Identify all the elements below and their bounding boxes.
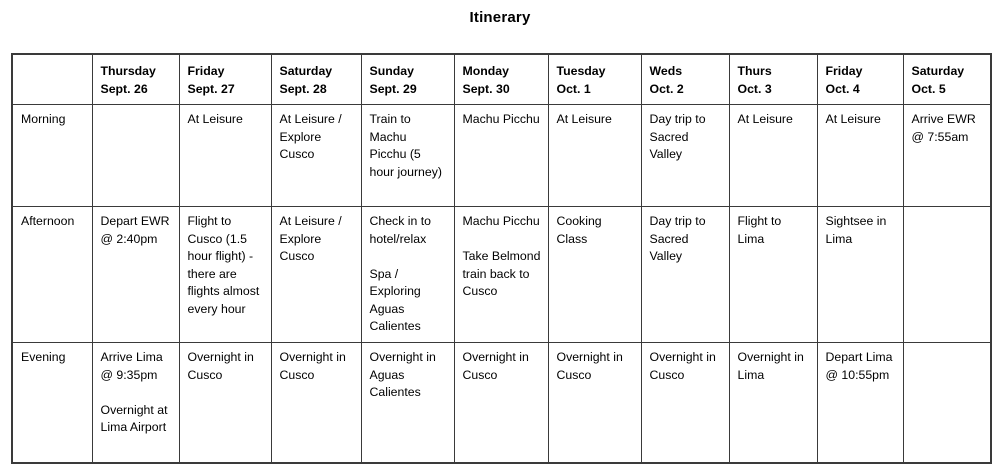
table-cell — [271, 343, 361, 464]
cell-content — [738, 213, 810, 248]
cell-content — [280, 349, 354, 384]
column-header-weekday: Tuesday — [556, 64, 606, 78]
cell-content — [101, 213, 172, 248]
itinerary-table — [11, 53, 992, 464]
cell-paragraph: Flight to Cusco (1.5 hour flight) - there are flights almost every hour — [187, 214, 260, 316]
column-header-date: Sept. 29 — [369, 81, 417, 96]
itinerary-table-container — [11, 53, 990, 464]
column-header-2 — [271, 54, 361, 105]
cell-content — [188, 213, 264, 318]
cell-content — [463, 349, 541, 384]
cell-content — [557, 111, 634, 129]
column-header-weekday: Monday — [462, 64, 509, 78]
row-header-morning: Morning — [12, 105, 92, 207]
table-cell — [92, 207, 179, 343]
table-header-row — [12, 54, 991, 105]
table-cell — [817, 105, 903, 207]
cell-content — [738, 111, 810, 129]
table-cell — [454, 343, 548, 464]
cell-paragraph: Spa / Exploring Aguas Calientes — [369, 266, 421, 333]
table-cell — [548, 105, 641, 207]
cell-paragraph: Arrive Lima @ 9:35pm — [100, 350, 163, 382]
column-header-weekday: Thurs — [737, 64, 772, 78]
column-header-weekday: Friday — [825, 64, 863, 78]
cell-content — [101, 349, 172, 437]
cell-paragraph: Check in to hotel/relax — [369, 214, 432, 246]
cell-paragraph: At Leisure / Explore Cusco — [279, 214, 342, 263]
cell-paragraph: Overnight in Lima — [737, 350, 804, 382]
table-cell — [361, 343, 454, 464]
cell-paragraph: At Leisure — [187, 112, 243, 126]
table-cell — [548, 343, 641, 464]
table-cell — [817, 207, 903, 343]
column-header-weekday: Friday — [187, 64, 225, 78]
table-row — [12, 105, 991, 207]
column-header-4 — [454, 54, 548, 105]
table-cell — [92, 343, 179, 464]
table-cell — [817, 343, 903, 464]
cell-content — [650, 349, 722, 384]
column-header-1 — [179, 54, 271, 105]
row-header-afternoon: Afternoon — [12, 207, 92, 343]
cell-content — [650, 213, 722, 266]
cell-paragraph: Depart EWR @ 2:40pm — [100, 214, 170, 246]
column-header-date: Oct. 2 — [649, 81, 684, 96]
table-cell — [548, 207, 641, 343]
cell-content — [370, 213, 447, 336]
table-cell — [903, 105, 991, 207]
cell-content — [370, 111, 447, 181]
table-cell — [454, 207, 548, 343]
cell-content — [280, 213, 354, 266]
cell-paragraph: At Leisure — [737, 112, 793, 126]
cell-paragraph: Overnight in Cusco — [187, 350, 254, 382]
table-cell — [179, 105, 271, 207]
cell-content — [557, 213, 634, 248]
cell-paragraph: Take Belmond train back to Cusco — [462, 249, 541, 298]
cell-paragraph: At Leisure / Explore Cusco — [279, 112, 342, 161]
table-cell — [179, 207, 271, 343]
column-header-weekday: Thursday — [100, 64, 156, 78]
column-header-date: Sept. 27 — [187, 81, 235, 96]
cell-paragraph: At Leisure — [556, 112, 612, 126]
cell-paragraph: Arrive EWR @ 7:55am — [911, 112, 976, 144]
cell-content — [826, 213, 896, 248]
table-cell — [361, 207, 454, 343]
column-header-weekday: Saturday — [911, 64, 965, 78]
cell-content — [738, 349, 810, 384]
table-corner-cell — [12, 54, 92, 105]
table-cell — [271, 207, 361, 343]
cell-content — [280, 111, 354, 164]
table-cell — [729, 343, 817, 464]
column-header-weekday: Weds — [649, 64, 683, 78]
table-row — [12, 343, 991, 464]
table-cell — [641, 343, 729, 464]
table-cell — [271, 105, 361, 207]
column-header-7 — [729, 54, 817, 105]
cell-paragraph: At Leisure — [825, 112, 881, 126]
cell-content — [557, 349, 634, 384]
column-header-6 — [641, 54, 729, 105]
table-cell — [729, 105, 817, 207]
table-cell — [903, 207, 991, 343]
page-title: Itinerary — [469, 9, 531, 26]
cell-paragraph: Day trip to Sacred Valley — [649, 214, 706, 263]
cell-content — [463, 213, 541, 301]
cell-paragraph: Sightsee in Lima — [825, 214, 887, 246]
table-cell — [729, 207, 817, 343]
table-body — [12, 105, 991, 464]
cell-content — [463, 111, 541, 129]
column-header-3 — [361, 54, 454, 105]
cell-paragraph: Overnight in Cusco — [279, 350, 346, 382]
cell-content — [188, 349, 264, 384]
table-cell — [454, 105, 548, 207]
cell-paragraph: Overnight in Cusco — [649, 350, 716, 382]
cell-paragraph: Overnight in Cusco — [462, 350, 529, 382]
table-cell — [92, 105, 179, 207]
cell-content — [370, 349, 447, 402]
cell-content — [826, 349, 896, 384]
cell-content — [912, 111, 984, 146]
table-cell — [903, 343, 991, 464]
row-header-evening: Evening — [12, 343, 92, 464]
column-header-date: Sept. 28 — [279, 81, 327, 96]
cell-paragraph: Overnight in Cusco — [556, 350, 623, 382]
cell-paragraph: Flight to Lima — [737, 214, 782, 246]
cell-paragraph: Cooking Class — [556, 214, 602, 246]
column-header-0 — [92, 54, 179, 105]
table-cell — [179, 343, 271, 464]
table-cell — [641, 105, 729, 207]
cell-content — [826, 111, 896, 129]
table-header — [12, 54, 991, 105]
column-header-date: Oct. 1 — [556, 81, 591, 96]
column-header-date: Sept. 26 — [100, 81, 148, 96]
column-header-date: Sept. 30 — [462, 81, 510, 96]
cell-paragraph: Machu Picchu — [462, 214, 540, 228]
column-header-8 — [817, 54, 903, 105]
cell-paragraph: Train to Machu Picchu (5 hour journey) — [369, 112, 442, 179]
column-header-date: Oct. 4 — [825, 81, 860, 96]
cell-paragraph: Overnight at Lima Airport — [100, 402, 168, 434]
column-header-date: Oct. 5 — [911, 81, 946, 96]
column-header-9 — [903, 54, 991, 105]
table-cell — [361, 105, 454, 207]
cell-paragraph: Depart Lima @ 10:55pm — [825, 350, 893, 382]
column-header-date: Oct. 3 — [737, 81, 772, 96]
column-header-5 — [548, 54, 641, 105]
cell-paragraph: Machu Picchu — [462, 112, 540, 126]
cell-content — [188, 111, 264, 129]
column-header-weekday: Sunday — [369, 64, 414, 78]
table-row — [12, 207, 991, 343]
cell-paragraph: Overnight in Aguas Calientes — [369, 350, 436, 399]
cell-content — [650, 111, 722, 164]
column-header-weekday: Saturday — [279, 64, 333, 78]
table-cell — [641, 207, 729, 343]
cell-paragraph: Day trip to Sacred Valley — [649, 112, 706, 161]
